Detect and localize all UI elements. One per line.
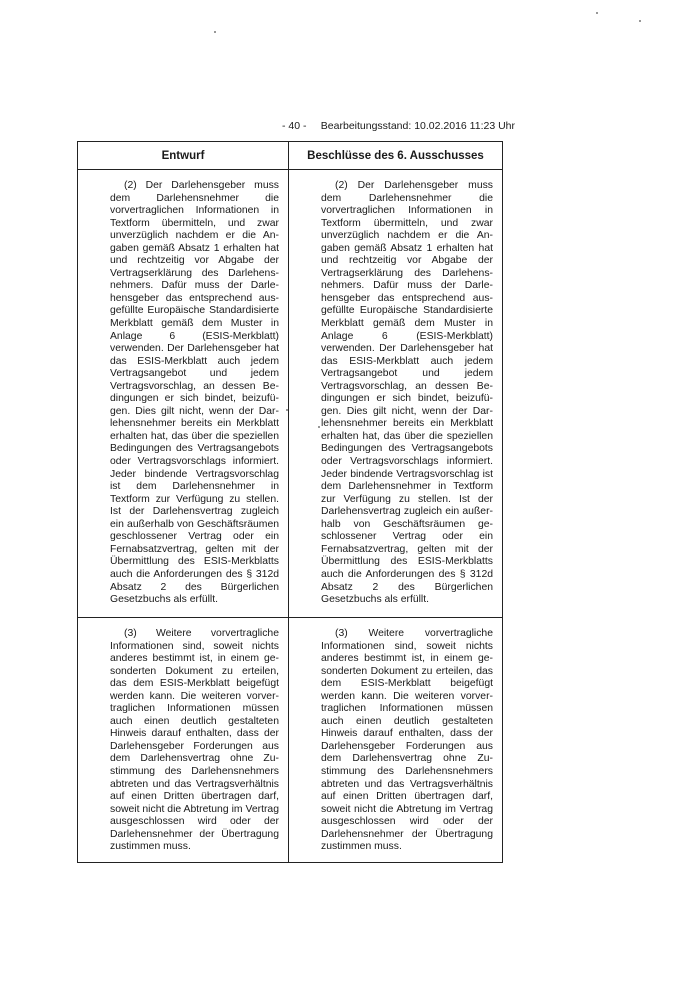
paragraph-text: (3) Weitere vorvertragliche Informationen sind, soweit nichts anderes bestimmt ist, in einem gesonderten Dokument zu erteilen, das dem ESIS-Merkblatt beigefügt werden kann. Die weiteren vorvertraglichen Informationen müssen auch einen deutlich gestalteten Hinweis darauf enthalten, dass der Darlehensgeber Forderungen aus dem Darlehensvertrag ohne Zustimmung des Darlehensnehmers abtreten und das Vertragsverhältnis auf einen Dritten übertragen darf, soweit nicht die Abtretung im Vertrag ausgeschlossen wird oder der Darlehensnehmer der Übertragung zustimmen muss. [321,628,493,853]
scan-speck [639,20,641,22]
edit-status-timestamp: Bearbeitungsstand: 10.02.2016 11:23 Uhr [320,120,515,132]
scan-speck [318,426,320,428]
scan-speck [596,12,598,14]
table-row [78,170,503,618]
column-header-beschluesse: Beschlüsse des 6. Ausschusses [289,142,503,170]
paragraph-text: (2) Der Darlehensgeber muss dem Darlehensnehmer die vorvertraglichen Informationen in Textform übermitteln, und zwar unverzüglich nachdem er die Angaben gemäß Absatz 1 erhalten hat und rechtzeitig vor Abgabe der Vertragserklärung des Darlehensnehmers. Dafür muss der Darlehensgeber das entsprechend ausgefüllte Europäische Standardisierte Merkblatt gemäß dem Muster in Anlage 6 (ESIS-Merkblatt) verwenden. Der Darlehensgeber hat das ESIS-Merkblatt auch jedem Vertragsangebot und jedem Vertragsvorschlag, an dessen Bedingungen er sich bindet, beizufügen. Dies gilt nicht, wenn der Darlehensnehmer bereits ein Merkblatt erhalten hat, das über die speziellen Bedingungen des Vertragsangebots oder Vertragsvorschlags informiert. Jeder bindende Vertragsvorschlag ist dem Darlehensnehmer in Textform zur Verfügung zu stellen. Ist der Darlehensvertrag zugleich ein außerhalb von Geschäftsräumen geschlossener Vertrag oder ein Fernabsatzvertrag, gelten mit der Übermittlung des ESIS-Merkblatts auch die Anforderungen des § 312d Absatz 2 des Bürgerlichen Gesetzbuchs als erfüllt. [110,180,279,606]
page-number: - 40 - [282,120,307,132]
table-row [78,618,503,863]
scan-speck [214,31,216,33]
scan-speck [286,409,288,411]
column-header-entwurf: Entwurf [78,142,289,170]
entwurf-cell [78,170,289,618]
beschluesse-cell [289,170,503,618]
paragraph-text: (3) Weitere vorvertragliche Informationen sind, soweit nichts anderes bestimmt ist, in einem gesonderten Dokument zu erteilen, das dem ESIS-Merkblatt beigefügt werden kann. Die weiteren vorvertraglichen Informationen müssen auch einen deutlich gestalteten Hinweis darauf enthalten, dass der Darlehensgeber Forderungen aus dem Darlehensvertrag ohne Zustimmung des Darlehensnehmers abtreten und das Vertragsverhältnis auf einen Dritten übertragen darf, soweit nicht die Abtretung im Vertrag ausgeschlossen wird oder der Darlehensnehmer der Übertragung zustimmen muss. [110,628,279,853]
beschluesse-cell [289,618,503,863]
comparison-table [77,141,503,863]
table-header-row [78,142,503,170]
entwurf-cell [78,618,289,863]
paragraph-text: (2) Der Darlehensgeber muss dem Darlehensnehmer die vorvertraglichen Informationen in Textform übermitteln, und zwar unverzüglich nachdem er die Angaben gemäß Absatz 1 erhalten hat und rechtzeitig vor Abgabe der Vertragserklärung des Darlehensnehmers. Dafür muss der Darlehensgeber das entsprechend ausgefüllte Europäische Standardisierte Merkblatt gemäß dem Muster in Anlage 6 (ESIS-Merkblatt) verwenden. Der Darlehensgeber hat das ESIS-Merkblatt auch jedem Vertragsangebot und jedem Vertragsvorschlag, an dessen Bedingungen er sich bindet, beizufügen. Dies gilt nicht, wenn der Darlehensnehmer bereits ein Merkblatt erhalten hat, das über die speziellen Bedingungen des Vertragsangebots oder Vertragsvorschlags informiert. Jeder bindende Vertragsvorschlag ist dem Darlehensnehmer in Textform zur Verfügung zu stellen. Ist der Darlehensvertrag zugleich ein außerhalb von Geschäftsräumen geschlossener Vertrag oder ein Fernabsatzvertrag, gelten mit der Übermittlung des ESIS-Merkblatts auch die Anforderungen des § 312d Absatz 2 des Bürgerlichen Gesetzbuchs als erfüllt. [321,180,493,606]
page-header [190,120,515,136]
